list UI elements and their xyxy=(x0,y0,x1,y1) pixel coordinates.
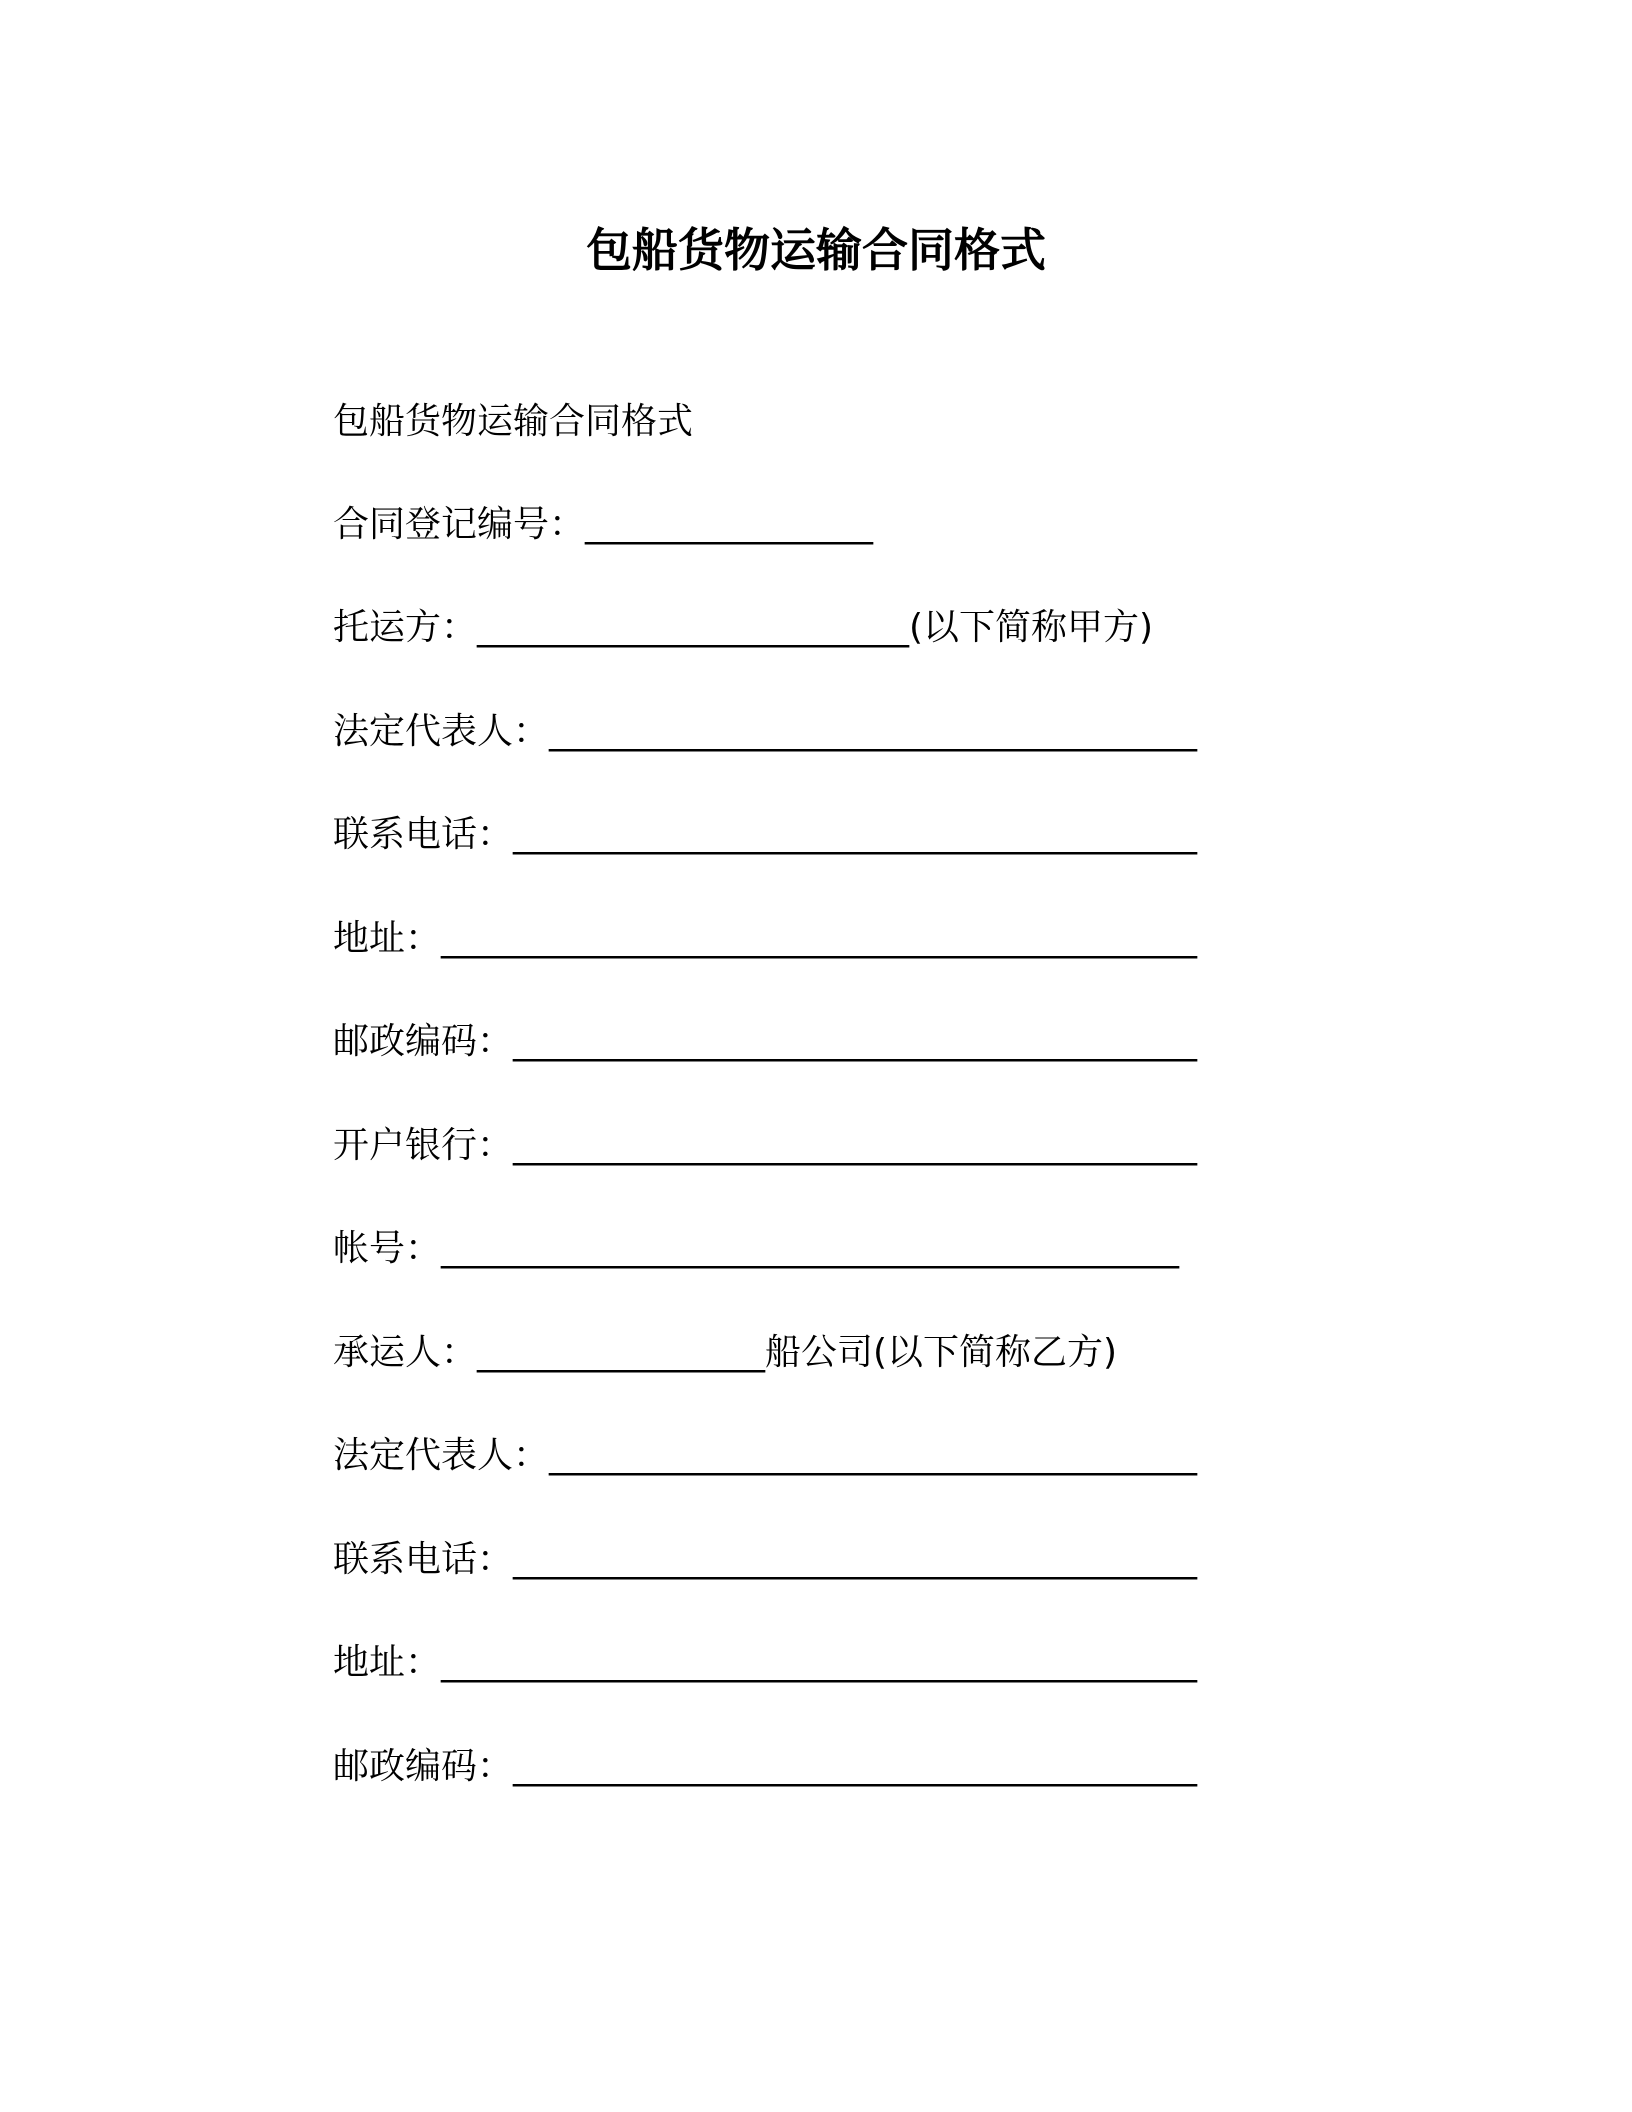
field-suffix: 船公司(以下简称乙方) xyxy=(765,1332,1118,1373)
fill-in-blank: ________________________ xyxy=(477,607,910,648)
field-label: 地址： xyxy=(333,918,442,959)
field-party-b-legal-representative xyxy=(333,1431,1197,1481)
document-title: 包船货物运输合同格式 xyxy=(586,223,1046,277)
fill-in-blank: ______________________________________ xyxy=(513,1746,1198,1787)
field-label: 邮政编码： xyxy=(333,1021,514,1062)
field-party-a-account xyxy=(333,1224,1179,1274)
fill-in-blank: ______________________________________ xyxy=(513,1125,1198,1166)
fill-in-blank: ______________________________________ xyxy=(513,1021,1198,1062)
field-label: 联系电话： xyxy=(333,1539,514,1580)
field-suffix: (以下简称甲方) xyxy=(909,607,1154,648)
field-label: 开户银行： xyxy=(333,1125,514,1166)
fill-in-blank: __________________________________________ xyxy=(441,1642,1198,1683)
fill-in-blank: ______________________________________ xyxy=(513,814,1198,855)
field-party-a-legal-representative xyxy=(333,707,1197,757)
field-party-a-postal-code xyxy=(333,1017,1197,1067)
fill-in-blank: ______________________________________ xyxy=(513,1539,1198,1580)
fill-in-blank: ____________________________________ xyxy=(549,711,1198,752)
field-label: 法定代表人： xyxy=(333,711,550,752)
field-contract-registration-number xyxy=(333,500,873,550)
fill-in-blank: ____________________________________ xyxy=(549,1435,1198,1476)
fill-in-blank: _________________________________________ xyxy=(441,1228,1180,1269)
field-label: 法定代表人： xyxy=(333,1435,550,1476)
field-label: 帐号： xyxy=(333,1228,442,1269)
document-subtitle: 包船货物运输合同格式 xyxy=(333,401,694,442)
field-party-a-phone xyxy=(333,810,1197,860)
field-label: 邮政编码： xyxy=(333,1746,514,1787)
field-carrier xyxy=(333,1328,1117,1378)
field-label: 承运人： xyxy=(333,1332,478,1373)
field-party-b-phone xyxy=(333,1535,1197,1585)
field-label: 联系电话： xyxy=(333,814,514,855)
field-party-a-bank xyxy=(333,1121,1197,1171)
fill-in-blank: __________________________________________ xyxy=(441,918,1198,959)
field-label: 地址： xyxy=(333,1642,442,1683)
field-party-b-postal-code xyxy=(333,1742,1197,1792)
field-label: 托运方： xyxy=(333,607,478,648)
field-label: 合同登记编号： xyxy=(333,504,586,545)
field-party-b-address xyxy=(333,1638,1197,1688)
field-party-a-address xyxy=(333,914,1197,964)
fill-in-blank: ________________ xyxy=(477,1332,766,1373)
field-shipper xyxy=(333,603,1153,653)
fill-in-blank: ________________ xyxy=(585,504,874,545)
